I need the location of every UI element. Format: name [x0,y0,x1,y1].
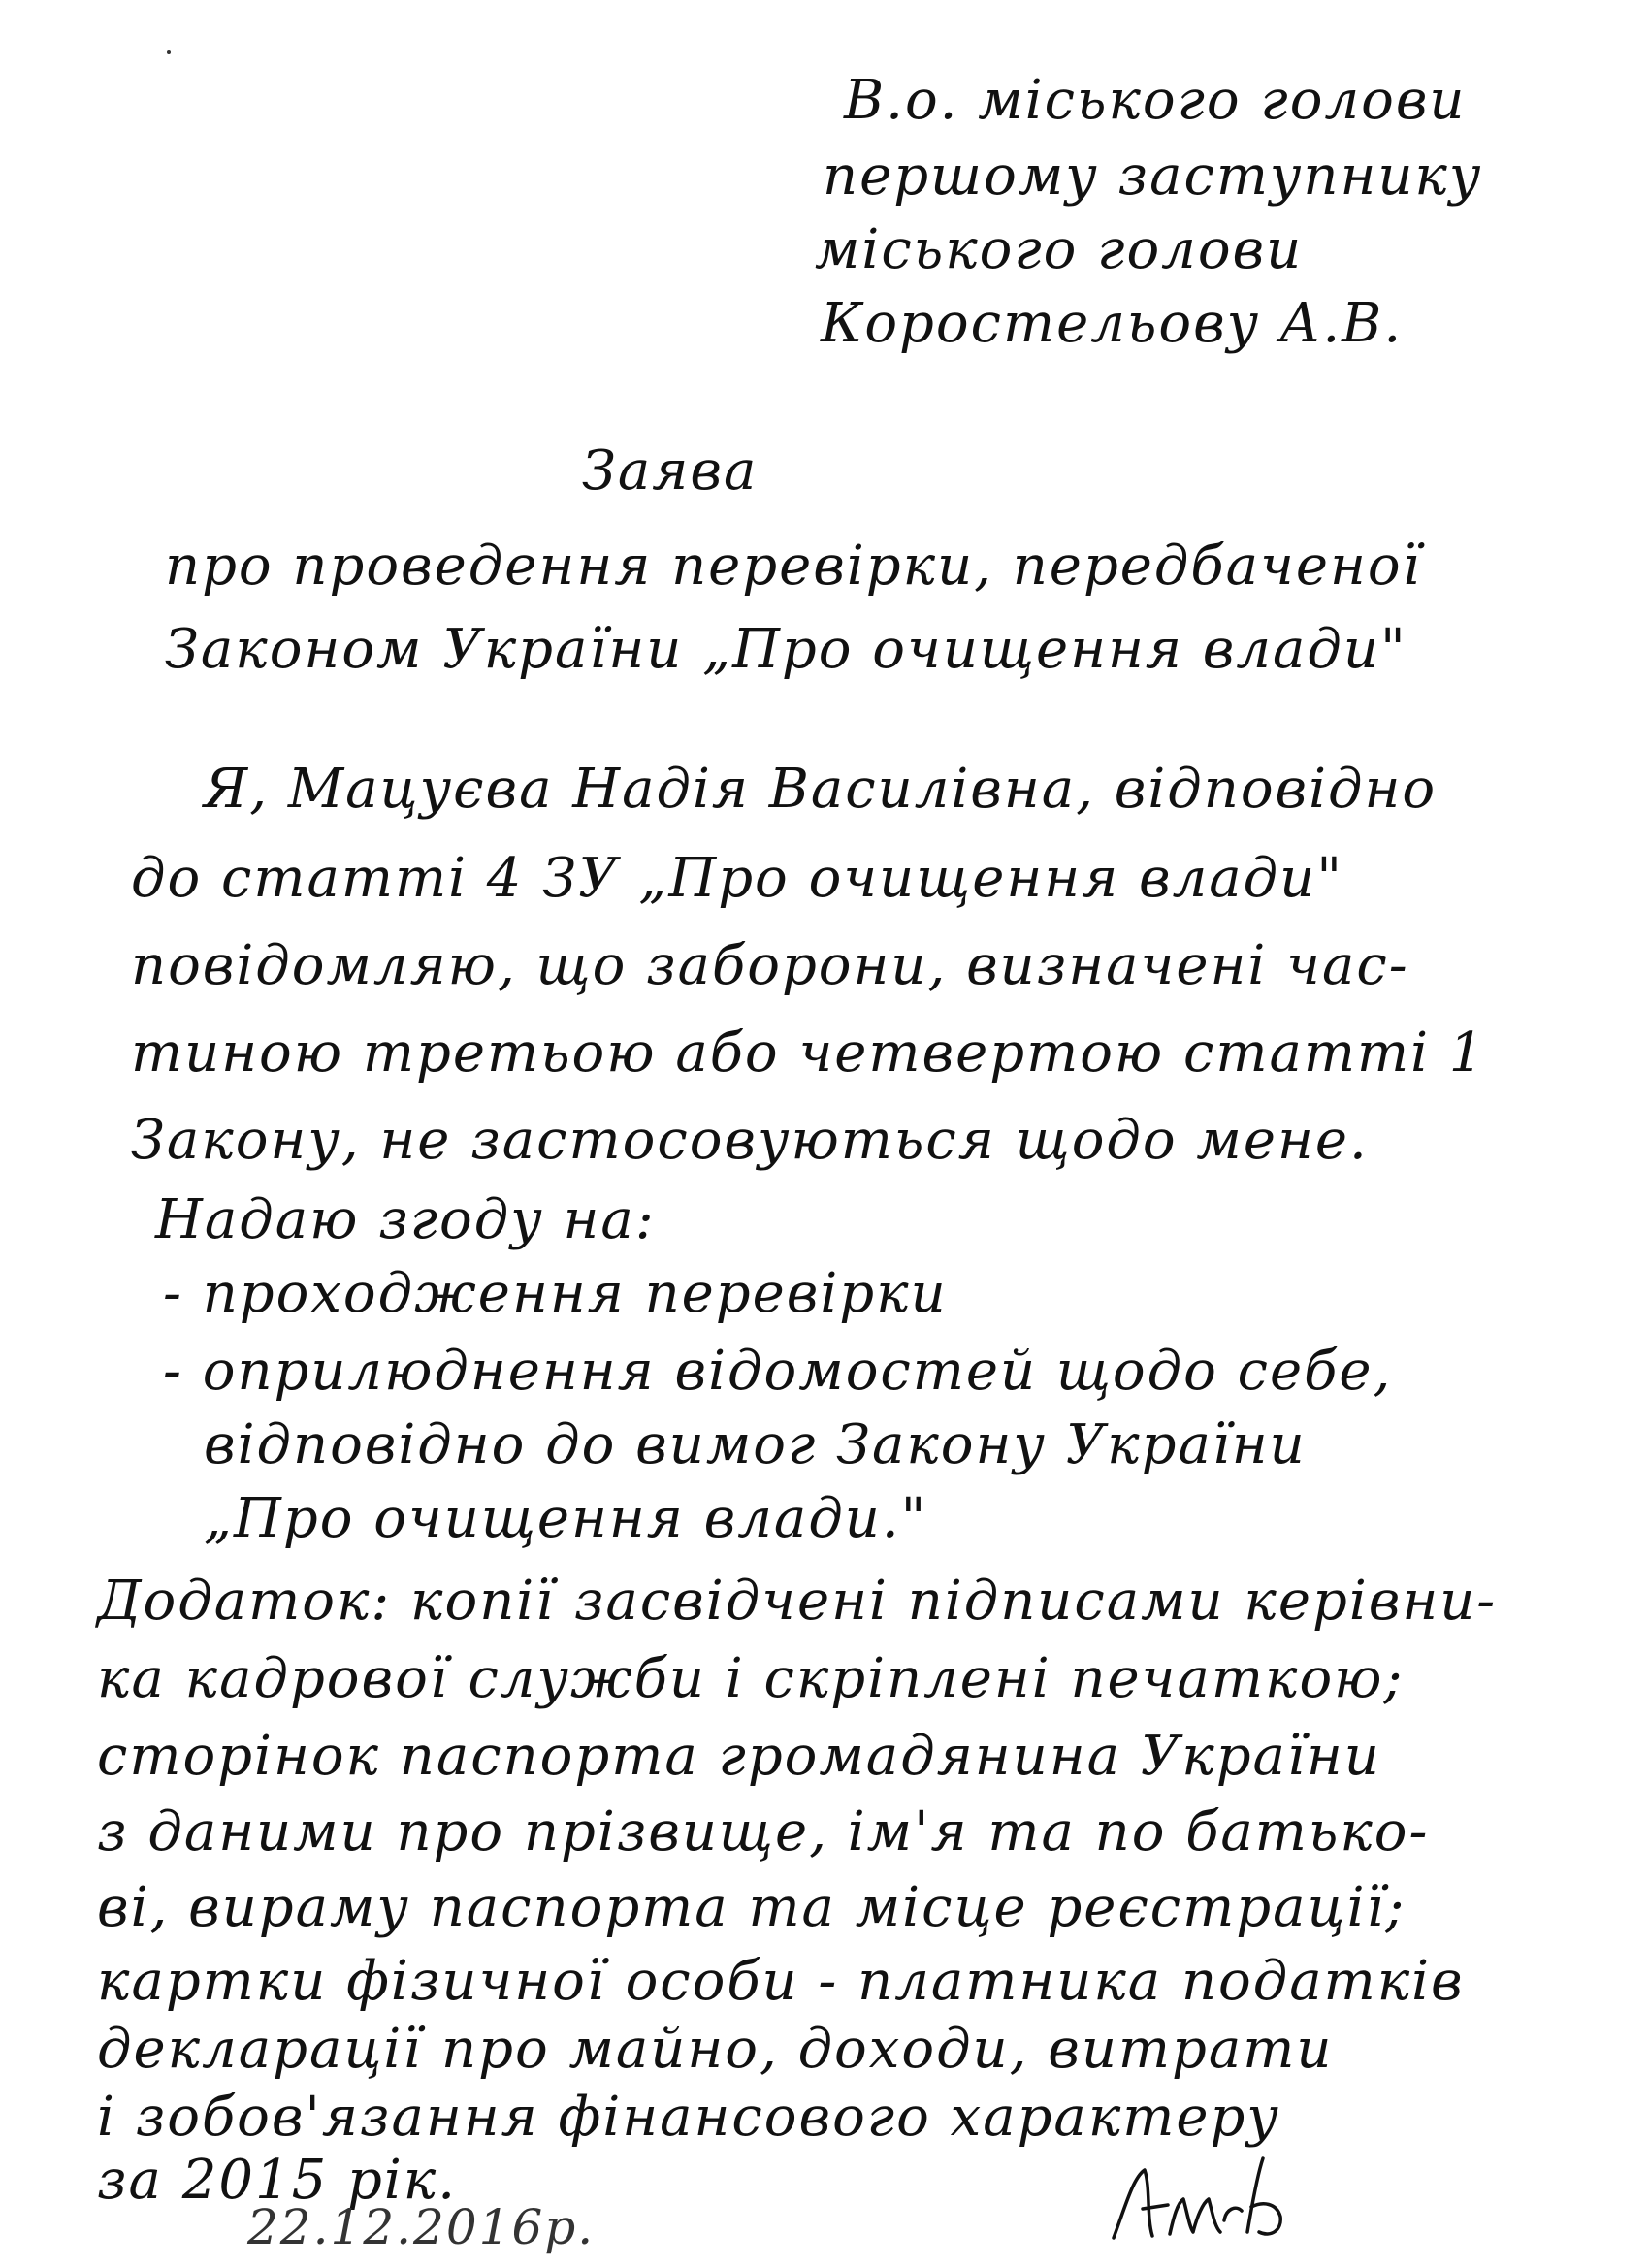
appendix-line: з даними про прізвище, ім'я та по батько- [97,1800,1430,1863]
handwritten-signature [1106,2149,1329,2246]
addressee-line: міського голови [815,218,1304,281]
document-date: 22.12.2016р. [247,2199,596,2255]
appendix-line: картки фізичної особи - платника податків [97,1950,1465,2013]
statement-line: тиною третьою або четвертою статті 1 [131,1021,1486,1085]
consent-item: відповідно до вимог Закону України [204,1413,1307,1476]
document-title: Заява [582,439,759,502]
appendix-line: ві, вираму паспорта та місце реєстрації; [97,1876,1406,1939]
consent-item: - проходження перевірки [163,1262,948,1325]
ink-dot [167,50,171,54]
appendix-line: декларації про майно, доходи, витрати [97,2018,1334,2081]
appendix-line: за 2015 рік. [97,2149,458,2212]
consent-item: - оприлюднення відомостей щодо себе, [163,1340,1393,1403]
statement-line: повідомляю, що заборони, визначені час- [131,934,1409,997]
appendix-line: сторінок паспорта громадянина України [97,1725,1381,1788]
addressee-line: Коростельову А.В. [821,292,1404,355]
document-subtitle-line: про проведення перевірки, передбаченої [165,535,1422,598]
addressee-line: першому заступнику [823,145,1483,208]
document-subtitle-line: Законом України „Про очищення влади" [165,618,1407,681]
appendix-line: і зобов'язання фінансового характеру [97,2086,1280,2149]
appendix-line: ка кадрової служби і скріплені печаткою; [97,1647,1405,1710]
appendix-line: Додаток: копії засвідчені підписами керівни- [97,1570,1498,1633]
statement-line: Закону, не застосовуються щодо мене. [131,1109,1369,1172]
statement-line: Я, Мацуєва Надія Василівна, відповідно [204,758,1438,821]
consent-intro: Надаю згоду на: [155,1188,656,1251]
consent-item: „Про очищення влади." [204,1487,928,1550]
addressee-line: В.о. міського голови [844,69,1467,132]
statement-line: до статті 4 ЗУ „Про очищення влади" [131,847,1343,910]
